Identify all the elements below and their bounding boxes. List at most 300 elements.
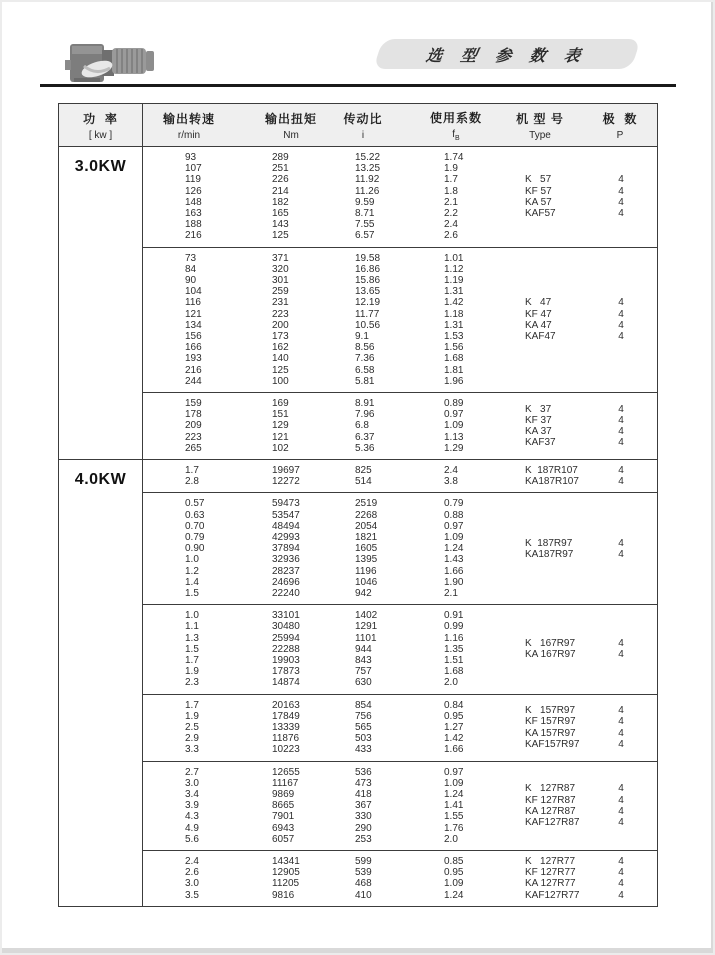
ratio-column xyxy=(355,700,372,756)
poles-column xyxy=(611,493,631,604)
col-header-poles xyxy=(585,104,655,146)
torque-column xyxy=(272,767,300,845)
torque-value: 140 xyxy=(272,353,289,365)
ratio-value: 2268 xyxy=(355,509,378,521)
type-value: K 157R97 xyxy=(525,705,576,717)
power-cell xyxy=(59,147,143,459)
torque-value: 129 xyxy=(272,420,289,432)
torque-value: 6943 xyxy=(272,822,295,834)
power-cell xyxy=(59,460,143,906)
block-list xyxy=(143,460,657,906)
torque-value: 371 xyxy=(272,252,289,264)
speed-value: 3.3 xyxy=(185,744,199,756)
data-block xyxy=(143,247,657,392)
type-column xyxy=(525,493,573,604)
poles-value: 4 xyxy=(618,196,624,208)
ratio-value: 503 xyxy=(355,733,372,745)
poles-value: 4 xyxy=(618,705,624,717)
service-factor-value: 0.85 xyxy=(444,855,464,867)
poles-column xyxy=(611,147,631,247)
type-column xyxy=(525,851,579,906)
torque-value: 30480 xyxy=(272,621,300,633)
speed-value: 216 xyxy=(185,230,202,242)
ratio-value: 473 xyxy=(355,777,372,789)
torque-value: 32936 xyxy=(272,554,300,566)
speed-value: 3.0 xyxy=(185,777,199,789)
ratio-value: 825 xyxy=(355,464,372,476)
poles-value: 4 xyxy=(618,783,624,795)
ratio-value: 468 xyxy=(355,878,372,890)
speed-value: 1.4 xyxy=(185,576,199,588)
service-factor-column xyxy=(444,465,458,487)
service-factor-column xyxy=(444,152,463,242)
service-factor-value: 2.4 xyxy=(444,219,458,231)
speed-value: 2.4 xyxy=(185,855,199,867)
col-header-speed-cn: 输出转速 xyxy=(162,111,215,126)
torque-value: 11876 xyxy=(272,733,300,745)
data-block xyxy=(143,850,657,906)
torque-value: 17873 xyxy=(272,666,300,678)
speed-value: 1.5 xyxy=(185,588,199,599)
torque-column xyxy=(272,398,289,454)
type-value: KA 57 xyxy=(525,196,552,208)
poles-value: 4 xyxy=(618,738,624,750)
data-block xyxy=(143,694,657,761)
speed-column xyxy=(185,398,202,454)
poles-value: 4 xyxy=(618,437,624,449)
ratio-value: 7.36 xyxy=(355,353,375,365)
ratio-value: 1605 xyxy=(355,543,378,555)
speed-value: 73 xyxy=(185,252,197,264)
speed-value: 148 xyxy=(185,196,202,208)
service-factor-value: 0.99 xyxy=(444,621,464,633)
service-factor-value: 1.66 xyxy=(444,744,464,756)
service-factor-value: 1.41 xyxy=(444,800,464,812)
table-header-row xyxy=(59,104,657,147)
service-factor-value: 1.42 xyxy=(444,297,464,309)
speed-value: 2.9 xyxy=(185,733,199,745)
col-header-power-unit: [ kw ] xyxy=(88,129,113,141)
torque-column xyxy=(272,152,289,242)
service-factor-value: 1.29 xyxy=(444,442,464,454)
ratio-column xyxy=(355,856,372,901)
type-column xyxy=(525,605,576,693)
poles-value: 4 xyxy=(618,889,624,901)
speed-value: 116 xyxy=(185,297,201,309)
type-value: KF 37 xyxy=(525,414,552,426)
ratio-value: 11.26 xyxy=(355,185,380,197)
service-factor-value: 1.01 xyxy=(444,252,464,264)
speed-column xyxy=(185,767,199,845)
poles-column xyxy=(611,460,631,492)
poles-column xyxy=(611,393,631,459)
service-factor-value: 1.24 xyxy=(444,889,464,901)
col-header-type-unit: Type xyxy=(529,129,551,141)
block-list xyxy=(143,147,657,459)
speed-value: 2.8 xyxy=(185,476,199,488)
col-header-torque-unit: Nm xyxy=(283,129,299,141)
service-factor-value: 0.97 xyxy=(444,520,464,532)
ratio-value: 11.77 xyxy=(355,308,380,320)
service-factor-value: 1.09 xyxy=(444,420,464,432)
poles-column xyxy=(611,695,631,761)
type-value: K 127R87 xyxy=(525,783,576,795)
ratio-value: 11.92 xyxy=(355,174,380,186)
speed-value: 209 xyxy=(185,420,202,432)
type-value: KAF157R97 xyxy=(525,738,580,750)
data-block xyxy=(143,492,657,604)
speed-value: 178 xyxy=(185,409,202,421)
speed-value: 2.7 xyxy=(185,766,199,778)
poles-value: 4 xyxy=(618,816,624,828)
poles-column xyxy=(611,248,631,392)
service-factor-value: 1.76 xyxy=(444,822,464,834)
type-value: KF 157R97 xyxy=(525,716,576,728)
poles-value: 4 xyxy=(618,174,624,186)
torque-value: 12655 xyxy=(272,766,300,778)
torque-value: 214 xyxy=(272,185,289,197)
speed-value: 4.3 xyxy=(185,811,199,823)
service-factor-value: 1.31 xyxy=(444,286,464,298)
speed-column xyxy=(185,856,199,901)
speed-column xyxy=(185,610,199,688)
type-value: KA187R107 xyxy=(525,476,579,488)
type-value: KA 37 xyxy=(525,425,552,437)
speed-value: 1.7 xyxy=(185,464,199,476)
speed-column xyxy=(185,465,199,487)
service-factor-value: 1.13 xyxy=(444,431,464,443)
type-column xyxy=(525,147,556,247)
service-factor-value: 1.09 xyxy=(444,531,464,543)
poles-value: 4 xyxy=(618,805,624,817)
ratio-value: 1395 xyxy=(355,554,378,566)
service-factor-value: 1.42 xyxy=(444,733,464,745)
speed-value: 90 xyxy=(185,275,197,286)
col-header-poles-cn: 极 数 xyxy=(602,111,638,126)
torque-value: 11167 xyxy=(272,777,299,789)
ratio-column xyxy=(355,152,380,242)
service-factor-value: 1.51 xyxy=(444,654,464,666)
service-factor-column xyxy=(444,767,463,845)
type-value: K 57 xyxy=(525,174,552,186)
torque-value: 143 xyxy=(272,219,289,231)
data-block xyxy=(143,761,657,850)
torque-value: 9869 xyxy=(272,788,295,800)
service-factor-column xyxy=(444,398,463,454)
ratio-value: 8.56 xyxy=(355,342,375,354)
service-factor-value: 2.4 xyxy=(444,464,458,476)
service-factor-value: 1.24 xyxy=(444,788,464,800)
ratio-value: 8.71 xyxy=(355,208,375,220)
poles-value: 4 xyxy=(618,476,624,488)
torque-value: 100 xyxy=(272,375,289,387)
speed-value: 2.3 xyxy=(185,677,199,689)
speed-value: 244 xyxy=(185,375,202,387)
ratio-value: 290 xyxy=(355,822,372,834)
torque-value: 48494 xyxy=(272,520,300,532)
poles-value: 4 xyxy=(618,649,624,661)
col-header-torque xyxy=(246,104,336,146)
speed-value: 1.0 xyxy=(185,610,199,622)
ratio-value: 6.58 xyxy=(355,364,375,376)
service-factor-value: 2.6 xyxy=(444,230,458,242)
speed-value: 84 xyxy=(185,263,197,275)
ratio-value: 367 xyxy=(355,800,372,812)
speed-value: 2.6 xyxy=(185,867,199,879)
torque-value: 125 xyxy=(272,364,289,376)
type-value: KF 127R87 xyxy=(525,794,576,806)
torque-value: 182 xyxy=(272,196,289,208)
ratio-value: 433 xyxy=(355,744,372,756)
speed-value: 134 xyxy=(185,319,202,331)
torque-value: 121 xyxy=(272,431,289,443)
torque-value: 231 xyxy=(272,297,289,309)
service-factor-value: 1.8 xyxy=(444,185,458,197)
ratio-value: 843 xyxy=(355,654,372,666)
service-factor-value: 0.88 xyxy=(444,509,464,521)
speed-value: 107 xyxy=(185,163,202,175)
service-factor-value: 1.09 xyxy=(444,878,464,890)
power-group xyxy=(59,147,657,459)
col-header-service-factor xyxy=(411,104,501,146)
ratio-value: 756 xyxy=(355,710,372,722)
torque-value: 151 xyxy=(272,409,289,421)
torque-value: 37894 xyxy=(272,543,300,555)
speed-value: 0.70 xyxy=(185,520,205,532)
gearmotor-photo-icon xyxy=(64,36,166,86)
service-factor-value: 1.43 xyxy=(444,554,464,566)
poles-value: 4 xyxy=(618,208,624,219)
ratio-column xyxy=(355,498,377,599)
service-factor-column xyxy=(444,856,463,901)
col-header-service-factor-cn: 使用系数 xyxy=(429,110,482,125)
speed-value: 1.7 xyxy=(185,699,199,711)
speed-column xyxy=(185,700,199,756)
speed-column xyxy=(185,253,202,387)
ratio-value: 418 xyxy=(355,788,372,800)
service-factor-value: 1.09 xyxy=(444,777,464,789)
service-factor-value: 2.0 xyxy=(444,677,458,689)
data-block xyxy=(143,392,657,459)
ratio-value: 6.37 xyxy=(355,431,375,443)
speed-value: 216 xyxy=(185,364,202,376)
ratio-value: 7.55 xyxy=(355,219,375,231)
data-block xyxy=(143,147,657,247)
service-factor-value: 1.68 xyxy=(444,353,464,365)
torque-value: 25994 xyxy=(272,632,300,644)
ratio-value: 565 xyxy=(355,721,372,733)
torque-value: 19697 xyxy=(272,464,300,476)
speed-value: 93 xyxy=(185,152,197,163)
torque-column xyxy=(272,856,300,901)
service-factor-value: 1.81 xyxy=(444,364,464,376)
service-factor-value: 0.89 xyxy=(444,397,464,409)
type-value: KAF57 xyxy=(525,208,556,219)
type-column xyxy=(525,460,579,492)
poles-value: 4 xyxy=(618,878,624,890)
service-factor-value: 0.97 xyxy=(444,766,464,778)
service-factor-value: 1.56 xyxy=(444,342,464,354)
speed-value: 5.6 xyxy=(185,833,199,845)
ratio-value: 599 xyxy=(355,855,372,867)
type-value: K 187R97 xyxy=(525,537,573,549)
type-column xyxy=(525,762,579,850)
speed-value: 223 xyxy=(185,431,202,443)
service-factor-value: 1.66 xyxy=(444,565,464,577)
torque-column xyxy=(272,465,300,487)
service-factor-value: 1.9 xyxy=(444,163,458,175)
speed-value: 3.0 xyxy=(185,878,199,890)
type-value: KAF127R87 xyxy=(525,816,580,828)
torque-value: 251 xyxy=(272,163,289,175)
col-header-service-factor-unit: $f_B$ xyxy=(452,128,460,142)
torque-value: 28237 xyxy=(272,565,300,577)
torque-value: 320 xyxy=(272,263,289,275)
poles-value: 4 xyxy=(618,414,624,426)
service-factor-value: 2.2 xyxy=(444,208,458,220)
service-factor-column xyxy=(444,498,463,599)
service-factor-value: 0.97 xyxy=(444,409,464,421)
speed-value: 4.9 xyxy=(185,822,199,834)
poles-value: 4 xyxy=(618,464,624,476)
service-factor-column xyxy=(444,700,463,756)
poles-value: 4 xyxy=(618,537,624,549)
ratio-value: 1291 xyxy=(355,621,378,633)
poles-value: 4 xyxy=(618,308,624,320)
ratio-value: 539 xyxy=(355,867,372,879)
ratio-value: 330 xyxy=(355,811,372,823)
col-header-power xyxy=(59,104,143,146)
service-factor-value: 0.95 xyxy=(444,710,464,722)
power-group xyxy=(59,459,657,906)
torque-value: 19903 xyxy=(272,654,300,666)
col-header-ratio-unit: i xyxy=(361,129,365,141)
speed-value: 0.63 xyxy=(185,509,205,521)
type-column xyxy=(525,248,556,392)
ratio-value: 7.96 xyxy=(355,409,375,421)
poles-value: 4 xyxy=(618,716,624,728)
poles-value: 4 xyxy=(618,548,624,560)
torque-value: 173 xyxy=(272,331,289,343)
speed-value: 1.1 xyxy=(185,621,199,633)
speed-value: 1.0 xyxy=(185,554,199,566)
speed-value: 1.9 xyxy=(185,666,199,678)
ratio-value: 1196 xyxy=(355,565,377,577)
type-value: K 37 xyxy=(525,403,552,415)
torque-value: 162 xyxy=(272,342,289,354)
type-value: KA 157R97 xyxy=(525,727,576,739)
speed-value: 3.9 xyxy=(185,800,199,812)
speed-value: 1.3 xyxy=(185,632,199,644)
poles-value: 4 xyxy=(618,855,624,867)
ratio-value: 9.1 xyxy=(355,331,369,343)
service-factor-value: 2.0 xyxy=(444,833,458,845)
service-factor-value: 1.7 xyxy=(444,174,458,186)
service-factor-value: 0.79 xyxy=(444,498,464,510)
poles-column xyxy=(611,762,631,850)
torque-value: 14341 xyxy=(272,855,300,867)
power-label: 3.0KW xyxy=(74,158,127,175)
service-factor-value: 1.19 xyxy=(444,275,464,286)
speed-value: 0.79 xyxy=(185,531,205,543)
ratio-column xyxy=(355,398,374,454)
service-factor-value: 1.96 xyxy=(444,375,464,387)
torque-value: 6057 xyxy=(272,833,295,845)
torque-value: 12272 xyxy=(272,476,300,488)
ratio-value: 410 xyxy=(355,889,372,901)
ratio-value: 854 xyxy=(355,699,372,711)
ratio-value: 757 xyxy=(355,666,372,678)
ratio-value: 536 xyxy=(355,766,372,778)
service-factor-value: 1.55 xyxy=(444,811,464,823)
service-factor-value: 1.35 xyxy=(444,643,464,655)
torque-value: 301 xyxy=(272,275,289,286)
type-value: KAF47 xyxy=(525,330,556,342)
speed-value: 121 xyxy=(185,308,202,320)
ratio-value: 253 xyxy=(355,833,372,845)
ratio-value: 12.19 xyxy=(355,297,381,309)
speed-value: 0.90 xyxy=(185,543,205,555)
poles-column xyxy=(611,851,631,906)
ratio-value: 1821 xyxy=(355,531,378,543)
speed-value: 104 xyxy=(185,286,202,298)
poles-value: 4 xyxy=(618,330,624,342)
torque-value: 10223 xyxy=(272,744,300,756)
torque-value: 9816 xyxy=(272,889,295,901)
col-header-speed xyxy=(144,104,234,146)
service-factor-value: 1.16 xyxy=(444,632,464,644)
ratio-value: 1101 xyxy=(355,632,377,644)
service-factor-value: 3.8 xyxy=(444,476,458,488)
service-factor-value: 1.74 xyxy=(444,152,464,163)
col-header-ratio-cn: 传动比 xyxy=(343,111,383,126)
ratio-value: 514 xyxy=(355,476,372,488)
poles-column xyxy=(611,605,631,693)
data-block xyxy=(143,604,657,693)
speed-value: 156 xyxy=(185,331,202,343)
torque-value: 53547 xyxy=(272,509,300,521)
type-value: KA 167R97 xyxy=(525,649,576,661)
service-factor-column xyxy=(444,610,463,688)
speed-value: 3.5 xyxy=(185,889,199,901)
type-column xyxy=(525,695,579,761)
ratio-value: 19.58 xyxy=(355,252,381,264)
torque-column xyxy=(272,498,300,599)
torque-value: 13339 xyxy=(272,721,300,733)
ratio-value: 10.56 xyxy=(355,319,381,331)
torque-value: 125 xyxy=(272,230,289,242)
col-header-type-cn: 机 型 号 xyxy=(516,111,564,126)
speed-value: 1.5 xyxy=(185,643,199,655)
type-value: KAF127R77 xyxy=(525,889,580,901)
ratio-value: 5.81 xyxy=(355,375,375,387)
service-factor-value: 2.1 xyxy=(444,588,458,599)
service-factor-value: 0.84 xyxy=(444,699,464,711)
service-factor-value: 1.24 xyxy=(444,543,464,555)
speed-value: 119 xyxy=(185,174,201,186)
speed-value: 0.57 xyxy=(185,498,205,510)
poles-value: 4 xyxy=(618,867,624,879)
torque-value: 223 xyxy=(272,308,289,320)
service-factor-value: 1.18 xyxy=(444,308,464,320)
ratio-value: 15.22 xyxy=(355,152,381,163)
col-header-torque-cn: 输出扭矩 xyxy=(264,111,317,126)
speed-value: 159 xyxy=(185,397,202,409)
type-value: KAF37 xyxy=(525,437,556,449)
ratio-column xyxy=(355,253,380,387)
type-value: K 127R77 xyxy=(525,855,576,867)
service-factor-value: 1.12 xyxy=(444,263,464,275)
